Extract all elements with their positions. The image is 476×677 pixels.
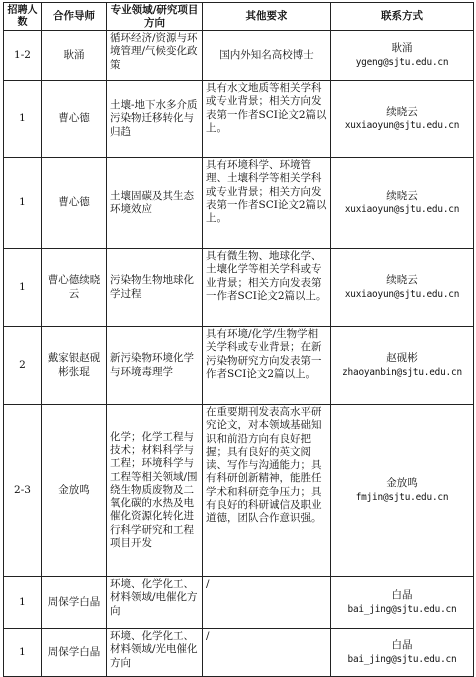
- contact-name: 白晶: [391, 639, 413, 652]
- cell-count: 1-2: [4, 31, 42, 81]
- contact-email: zhaoyanbin@sjtu.edu.cn: [342, 366, 462, 378]
- contact-name: 续晓云: [386, 274, 418, 287]
- table-row: [4, 327, 474, 405]
- contact-name: 赵砚彬: [386, 352, 418, 365]
- cell-field: 污染物生物地球化学过程: [107, 249, 203, 327]
- cell-requirements: 具有水文地质等相关学科或专业背景；相关方向发表第一作者SCI论文2篇以上。: [203, 81, 331, 158]
- cell-requirements: 具有环境科学、环境管理、土壤科学等相关学科或专业背景；相关方向发表第一作者SCI论文2篇以上。: [203, 158, 331, 249]
- cell-requirements: /: [203, 629, 331, 677]
- cell-advisor: 戴家银赵砚彬张琨: [42, 327, 107, 405]
- table-row: [4, 577, 474, 629]
- contact-name: 耿涌: [391, 42, 413, 55]
- cell-count: 1: [4, 81, 42, 158]
- cell-advisor: 曹心德: [42, 81, 107, 158]
- table-row: [4, 31, 474, 81]
- cell-field: 化学；化学工程与技术；材料科学与工程；环境科学与工程等相关领域/围绕生物质废物及二氧化碳的水热及电催化资源化转化进行科学研究和工程项目开发: [107, 405, 203, 577]
- cell-count: 2: [4, 327, 42, 405]
- cell-contact: [331, 327, 474, 405]
- header-advisor: 合作导师: [42, 3, 107, 31]
- contact-email: xuxiaoyun@sjtu.edu.cn: [344, 204, 460, 215]
- cell-count: 1: [4, 158, 42, 249]
- cell-advisor: 曹心德: [42, 158, 107, 249]
- cell-requirements: /: [203, 577, 331, 629]
- contact-name: 续晓云: [386, 189, 418, 202]
- cell-count: 2-3: [4, 405, 42, 577]
- table-row: [4, 158, 474, 249]
- header-count: 招聘人数: [4, 3, 42, 31]
- cell-field: 土壤固碳及其生态环境效应: [107, 158, 203, 249]
- cell-requirements: 在重要期刊发表高水平研究论文，对本领域基础知识和前沿方向有良好把握；具有良好的英文阅读、写作与沟通能力；具有科研创新精神，能胜任学术和科研竞争压力；具有良好的科研诚信及职业道德，团队合作意识强。: [203, 405, 331, 577]
- contact-name: 金放鸣: [386, 477, 418, 490]
- cell-advisor: 耿涌: [42, 31, 107, 81]
- cell-contact: [331, 405, 474, 577]
- cell-contact: [331, 629, 474, 677]
- cell-contact: [331, 158, 474, 249]
- cell-contact: [331, 31, 474, 81]
- cell-contact: [331, 577, 474, 629]
- header-field: 专业领域/研究项目方向: [107, 3, 203, 31]
- table-row: [4, 405, 474, 577]
- contact-name: 白晶: [391, 589, 413, 602]
- cell-requirements: 具有环境/化学/生物学相关学科或专业背景；在新污染物研究方向发表第一作者SCI论文2篇以上。: [203, 327, 331, 405]
- cell-field: 新污染物环境化学与环境毒理学: [107, 327, 203, 405]
- table-row: [4, 249, 474, 327]
- cell-field: 环境、化学化工、材料领域/光电催化方向: [107, 629, 203, 677]
- header-requirements: 其他要求: [203, 3, 331, 31]
- contact-email: ygeng@sjtu.edu.cn: [355, 56, 449, 68]
- header-contact: 联系方式: [331, 3, 474, 31]
- cell-contact: [331, 81, 474, 158]
- cell-count: 1: [4, 577, 42, 629]
- cell-advisor: 曹心德续晓云: [42, 249, 107, 327]
- table-row: [4, 629, 474, 677]
- contact-email: xuxiaoyun@sjtu.edu.cn: [344, 288, 460, 300]
- cell-field: 循环经济/资源与环境管理/气候变化政策: [107, 31, 203, 81]
- cell-count: 1: [4, 629, 42, 677]
- cell-field: 环境、化学化工、材料领域/电催化方向: [107, 577, 203, 629]
- cell-advisor: 金放鸣: [42, 405, 107, 577]
- cell-requirements: 具有微生物、地球化学、土壤化学等相关学科或专业背景；相关方向发表第一作者SCI论文2篇以上。: [203, 249, 331, 327]
- contact-email: xuxiaoyun@sjtu.edu.cn: [344, 120, 460, 131]
- table-row: [4, 81, 474, 158]
- cell-count: 1: [4, 249, 42, 327]
- cell-advisor: 周保学白晶: [42, 577, 107, 629]
- contact-email: fmjin@sjtu.edu.cn: [355, 491, 449, 503]
- contact-email: bai_jing@sjtu.edu.cn: [347, 603, 457, 615]
- table-header-row: [4, 3, 474, 31]
- cell-requirements: 国内外知名高校博士: [203, 31, 331, 81]
- cell-contact: [331, 249, 474, 327]
- cell-field: 土壤-地下水多介质污染物迁移转化与归趋: [107, 81, 203, 158]
- cell-advisor: 周保学白晶: [42, 629, 107, 677]
- contact-name: 续晓云: [386, 105, 418, 118]
- recruitment-table: [3, 2, 474, 677]
- contact-email: bai_jing@sjtu.edu.cn: [347, 653, 457, 665]
